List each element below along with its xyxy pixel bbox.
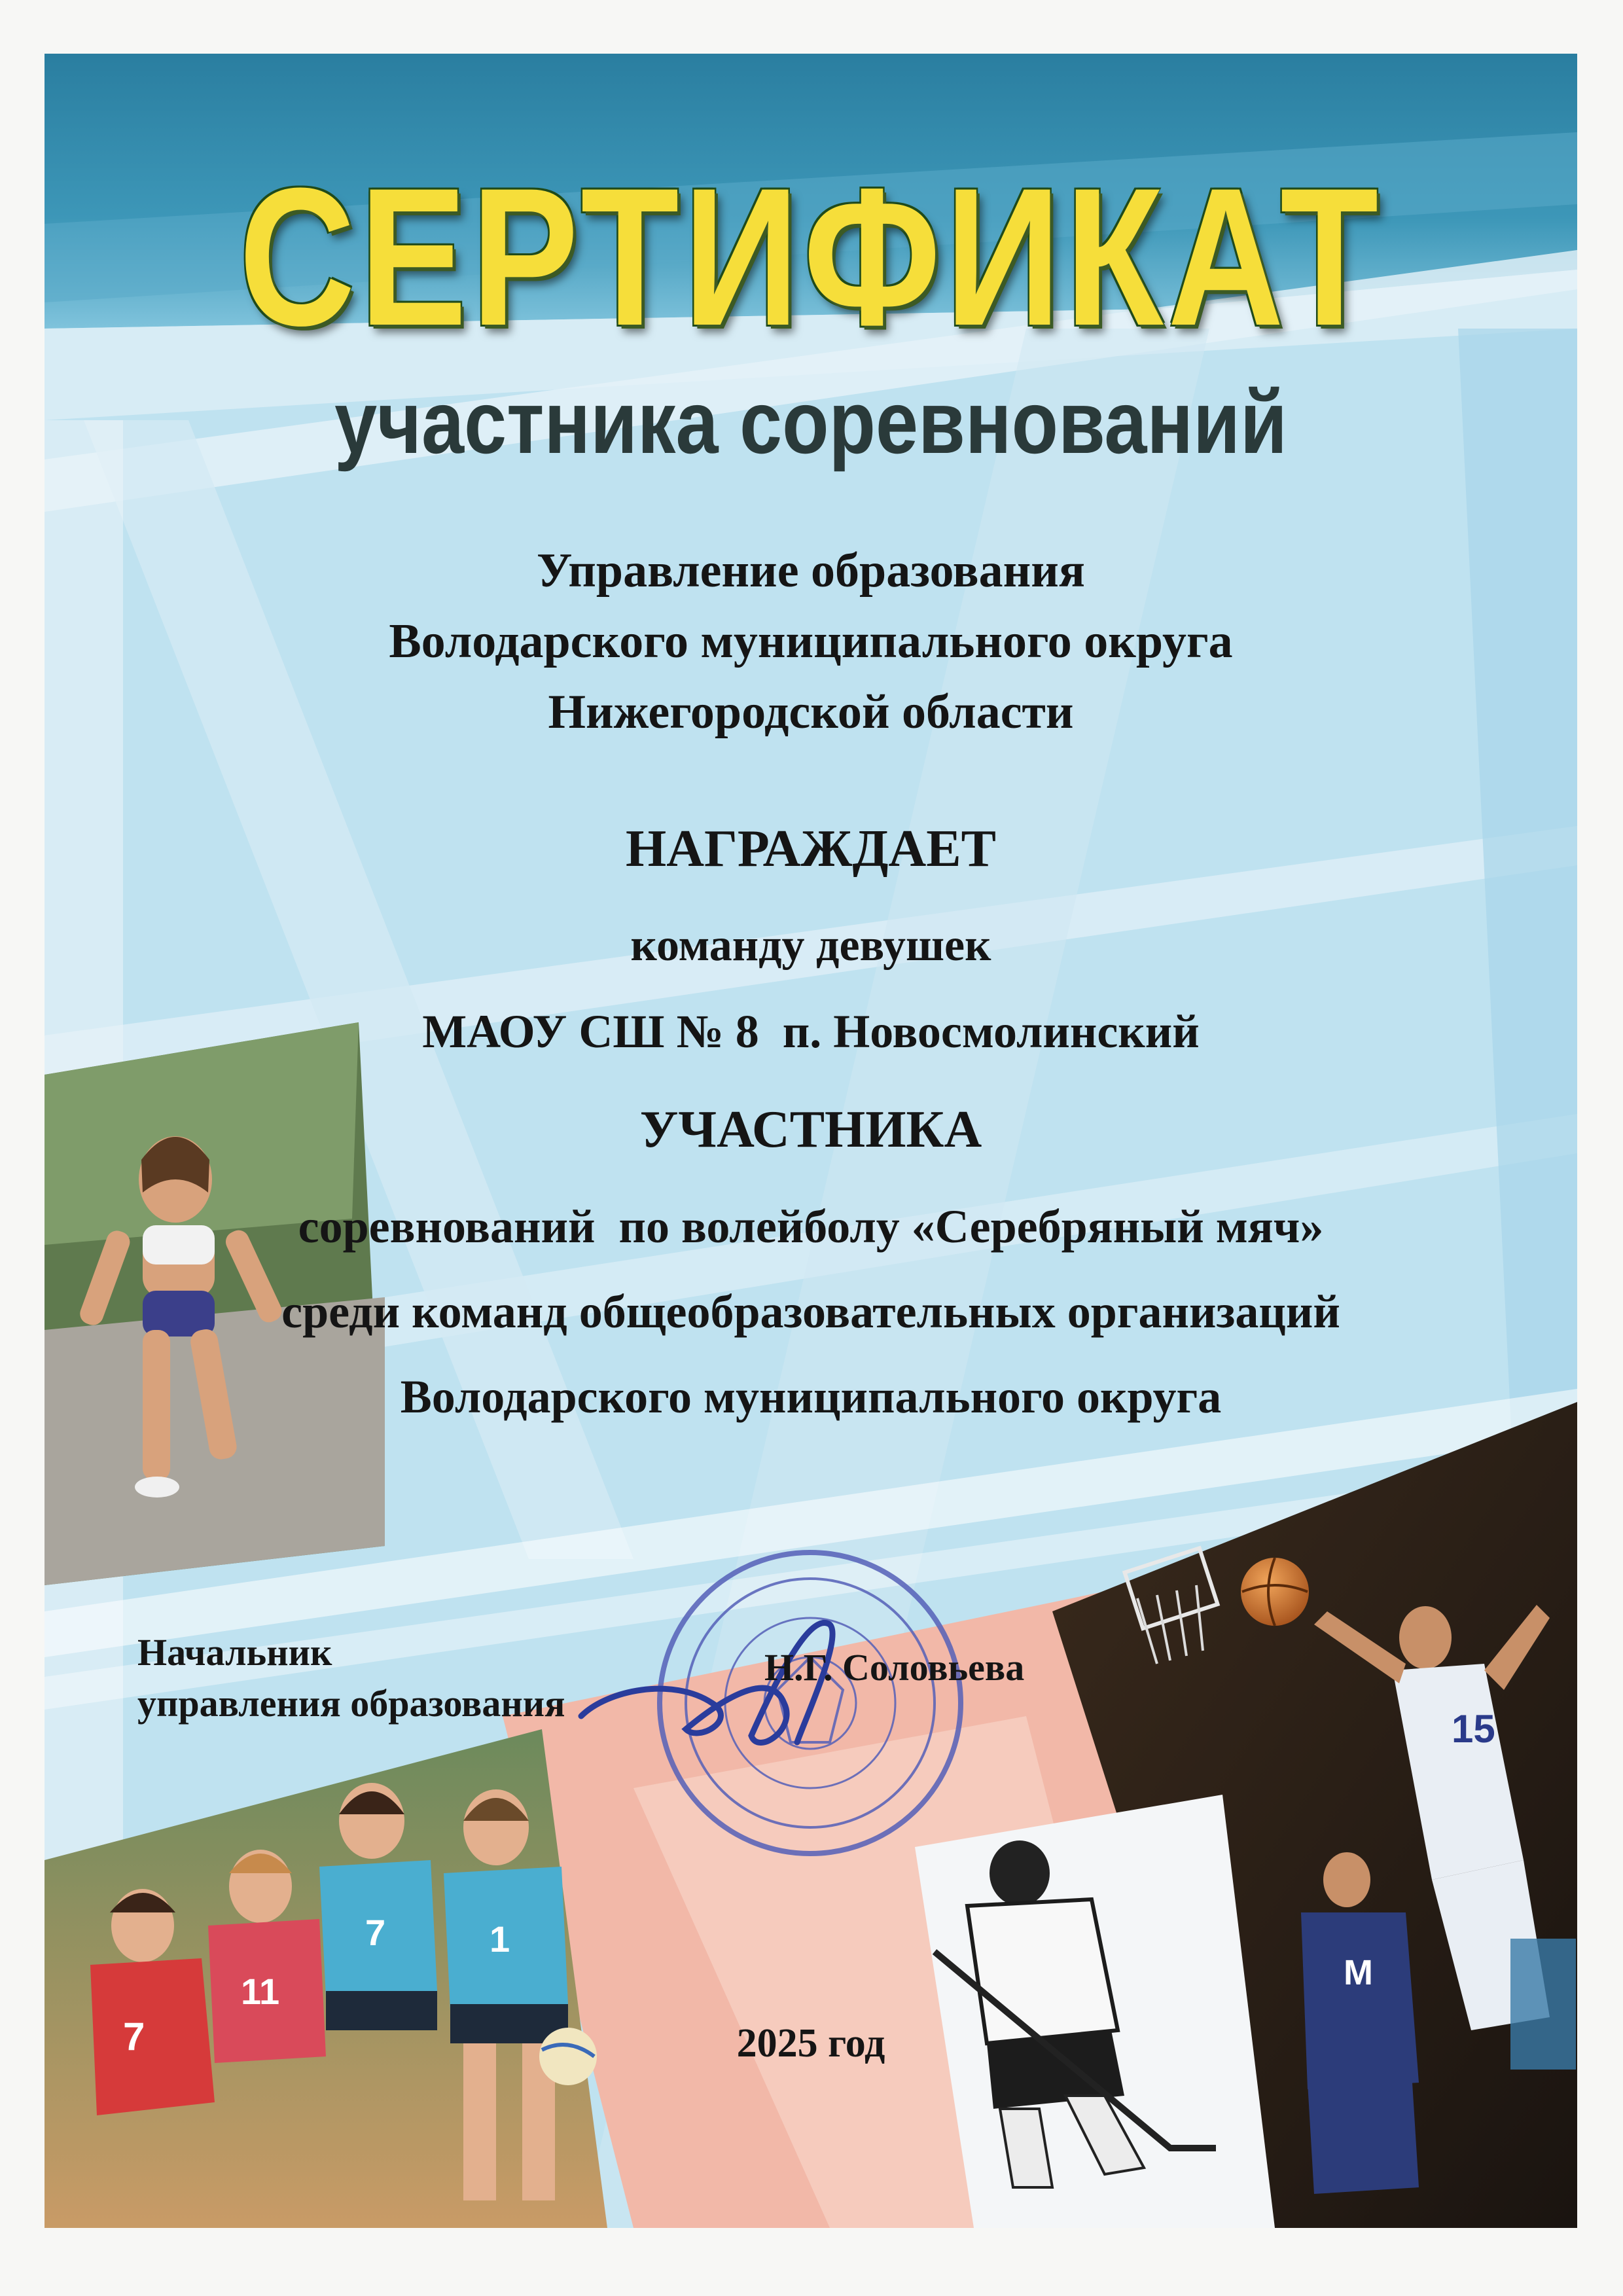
certificate-page xyxy=(45,54,1577,2228)
signatory-position-line-2: управления образования xyxy=(137,1682,565,1725)
issuer-line-2: Володарского муниципального округа xyxy=(389,615,1233,668)
svg-text:11: 11 xyxy=(241,1971,280,2012)
svg-text:7: 7 xyxy=(123,2015,145,2058)
event-line-2: среди команд общеобразовательных организаций xyxy=(281,1285,1340,1338)
hockey-photo xyxy=(915,1795,1275,2228)
recipient-line-2: МАОУ СШ № 8 п. Новосмолинский xyxy=(422,1005,1200,1058)
svg-text:1: 1 xyxy=(490,1918,510,1960)
svg-text:15: 15 xyxy=(1452,1707,1495,1751)
svg-text:M: M xyxy=(1344,1953,1373,1992)
status-word: УЧАСТНИКА xyxy=(639,1101,982,1158)
signatory-name: Н.Г. Соловьева xyxy=(764,1646,1025,1689)
event-line-1: соревнований по волейболу «Серебряный мяч» xyxy=(298,1200,1324,1253)
issuer-line-3: Нижегородской области xyxy=(548,685,1074,739)
svg-text:7: 7 xyxy=(365,1912,386,1953)
certificate-subtitle: участника соревнований xyxy=(334,372,1287,472)
certificate-title: СЕРТИФИКАТ xyxy=(239,147,1383,367)
event-line-3: Володарского муниципального округа xyxy=(400,1371,1222,1423)
issuer-line-1: Управление образования xyxy=(537,544,1085,598)
awards-word: НАГРАЖДАЕТ xyxy=(626,820,996,878)
signatory-position-line-1: Начальник xyxy=(137,1631,332,1674)
recipient-line-1: команду девушек xyxy=(630,920,991,971)
year-label: 2025 год xyxy=(736,2021,885,2066)
